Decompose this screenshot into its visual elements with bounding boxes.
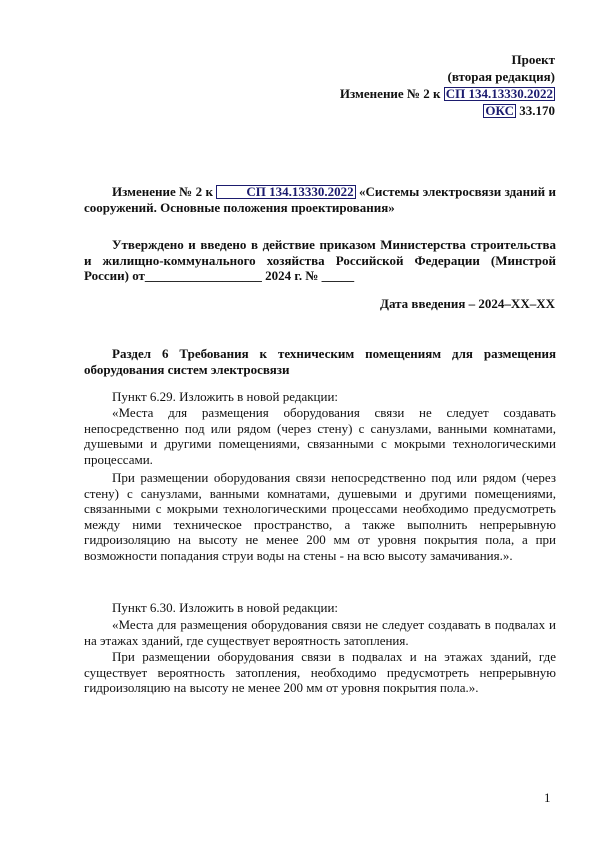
item-629-paragraph-1: «Места для размещения оборудования связи не следует создавать непосредственно под или рядом (через стену) с санузлами, ванными комнатами, душевыми и другими помещениями, связанными с мокрыми технологическими процессами. — [84, 405, 556, 467]
item-629-title: Пункт 6.29. Изложить в новой редакции: — [112, 389, 339, 404]
section-heading: Раздел 6 Требования к техническим помещениям для размещения оборудования систем электросвязи — [84, 346, 556, 377]
item-630-paragraph-2: При размещении оборудования связи в подвалах и на этажах зданий, где существует вероятность затопления, необходимо предусмотреть непрерывную гидроизоляцию на высоту не менее 200 мм от уровня покрытия пола.». — [84, 649, 556, 695]
item-630-paragraph-1: «Места для размещения оборудования связи не следует создавать в подвалах и на этажах зданий, где существует вероятность затопления. — [84, 617, 556, 648]
approval-text: Утверждено и введено в действие приказом Министерства строительства и жилищно-коммунального хозяйства Российской Федерации (Минстрой России) от__________________ 2024 г. № _____ — [84, 237, 556, 283]
item-630-title: Пункт 6.30. Изложить в новой редакции: — [112, 600, 339, 615]
title-rest: «Системы электросвязи зданий и сооружений. Основные положения проектирования» — [84, 184, 556, 215]
page-number: 1 — [544, 790, 551, 805]
title-code: СП 134.13330.2022 — [216, 185, 355, 199]
introduction-date: Дата введения – 2024–XX–XX — [380, 296, 555, 311]
oks-reference — [483, 103, 555, 119]
project-label: Проект — [511, 52, 555, 67]
change-code: СП 134.13330.2022 — [445, 86, 553, 101]
oks-code: 33.170 — [519, 103, 555, 118]
change-prefix: Изменение № 2 к — [339, 86, 441, 101]
title-prefix: Изменение № 2 к — [112, 184, 214, 199]
document-title — [84, 184, 556, 215]
edition-label: (вторая редакция) — [447, 69, 555, 84]
oks-label: ОКС — [485, 103, 514, 118]
change-reference — [340, 86, 555, 102]
item-629-paragraph-2: При размещении оборудования связи непосредственно под или рядом (через стену) с санузлами, ванными комнатами, душевыми и другими помещениями, связанными с мокрыми технологическими процессами необходимо предусмотреть между ними техническое пространство, а также выполнить непрерывную гидроизоляцию на высоту не менее 200 мм от уровня покрытия пола, а при возможности попадания струи воды на стены - на всю высоту замачивания.». — [84, 470, 556, 563]
